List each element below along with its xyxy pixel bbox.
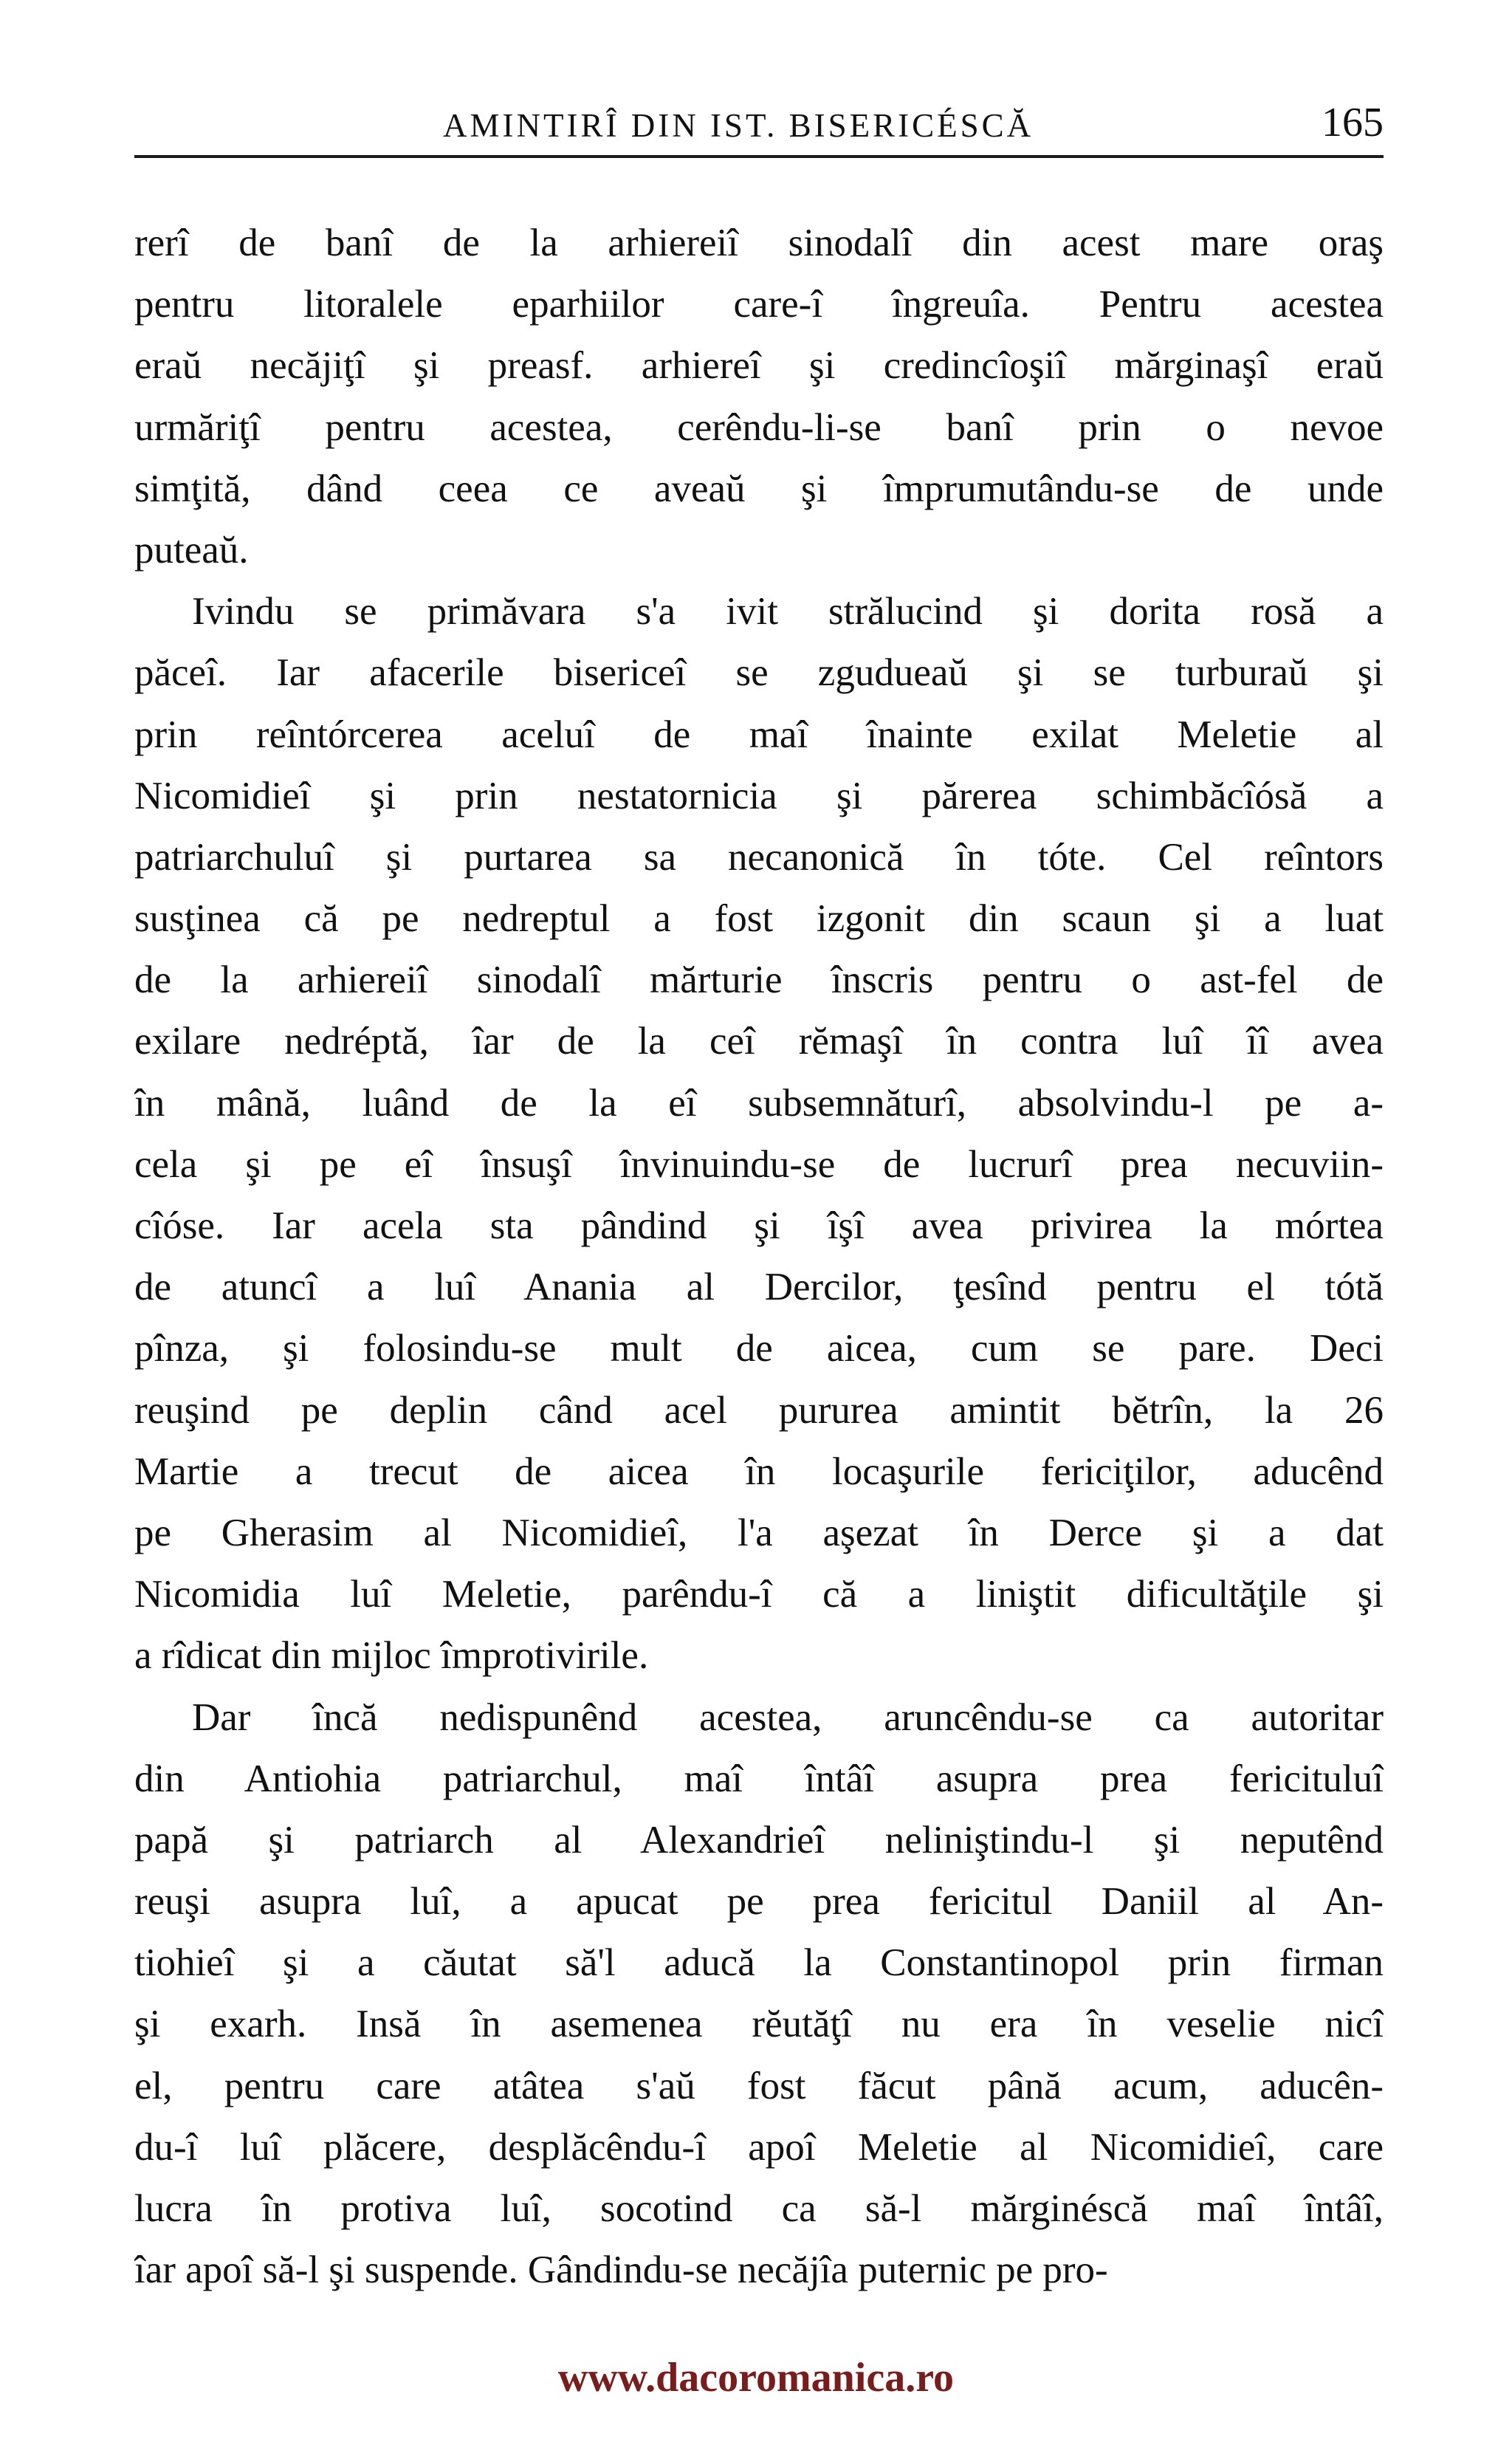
running-title: AMINTIRÎ DIN IST. BISERICÉSCĂ — [443, 107, 1034, 144]
text-line: de la arhiereiî sinodalî mărturie înscris pentru o ast-fel de — [134, 958, 1384, 1002]
text-line: reuşi asupra luî, a apucat pe prea fericitul Daniil al An- — [134, 1880, 1384, 1924]
watermark-url: www.dacoromanica.ro — [557, 2355, 955, 2401]
text-line: de atuncî a luî Anania al Dercilor, ţesînd pentru el tótă — [134, 1266, 1384, 1309]
text-line: tiohieî şi a căutat să'l aducă la Constantinopol prin firman — [134, 1941, 1384, 1985]
text-line: susţinea că pe nedreptul a fost izgonit din scaun şi a luat — [134, 897, 1384, 941]
text-line: şi exarh. Insă în asemenea rĕutăţî nu era în veselie nicî — [134, 2003, 1384, 2046]
text-line: reuşind pe deplin când acel pururea amintit bĕtrîn, la 26 — [134, 1388, 1384, 1432]
paragraph — [134, 581, 1384, 1687]
paragraph — [134, 1687, 1384, 2302]
text-line: din Antiohia patriarchul, maî întâî asupra prea fericituluî — [134, 1757, 1384, 1800]
text-line: Ivindu se primăvara s'a ivit strălucind şi dorita rosă a — [192, 590, 1384, 634]
text-line: prin reîntórcerea aceluî de maî înainte exilat Meletie al — [134, 713, 1384, 756]
page-footer — [0, 2354, 1512, 2401]
text-line: Nicomidia luî Meletie, parêndu-î că a liniştit dificultăţile şi — [134, 1573, 1384, 1616]
text-line: patriarchuluî şi purtarea sa necanonică în tóte. Cel reîntors — [134, 835, 1384, 879]
text-line: Martie a trecut de aicea în locaşurile fericiţilor, aducênd — [134, 1450, 1384, 1493]
text-line: pe Gherasim al Nicomidieî, l'a aşezat în Derce şi a dat — [134, 1511, 1384, 1554]
text-line: pentru litoralele eparhiilor care-î îngreuîa. Pentru acestea — [134, 283, 1384, 326]
text-line: du-î luî plăcere, desplăcêndu-î apoî Meletie al Nicomidieî, care — [134, 2125, 1384, 2169]
text-line: simţită, dând ceea ce aveaŭ şi împrumutându-se de unde — [134, 467, 1384, 510]
body-text — [134, 213, 1384, 2301]
text-line: cîóse. Iar acela sta pândind şi îşî avea privirea la mórtea — [134, 1204, 1384, 1247]
text-line: păceî. Iar afacerile bisericeî se zgudueaŭ şi se turburaŭ şi — [134, 651, 1384, 695]
text-line: Nicomidieî şi prin nestatornicia şi părerea schimbăcîósă a — [134, 774, 1384, 817]
text-line: rerî de banî de la arhiereiî sinodalî din acest mare oraş — [134, 222, 1384, 264]
text-line: eraŭ necăjiţî şi preasf. arhiereî şi credincîoşiî mărginaşî eraŭ — [134, 344, 1384, 388]
page-number: 165 — [1322, 100, 1384, 145]
text-line: urmăriţî pentru acestea, cerêndu-li-se banî prin o nevoe — [134, 405, 1384, 449]
text-line: a rîdicat din mijloc împrotivirile. — [134, 1634, 649, 1678]
text-line: în mână, luând de la eî subsemnăturî, absolvindu-l pe a- — [134, 1081, 1384, 1125]
text-line: puteaŭ. — [134, 528, 249, 572]
text-line: pînza, şi folosindu-se mult de aicea, cum se pare. Deci — [134, 1327, 1384, 1371]
text-line: Dar încă nedispunênd acestea, aruncêndu-se ca autoritar — [192, 1695, 1384, 1739]
text-line: îar apoî să-l şi suspende. Gândindu-se necăjîa puternic pe pro- — [134, 2248, 1108, 2292]
header-rule — [134, 155, 1384, 158]
text-line: cela şi pe eî însuşî învinuindu-se de lucrurî prea necuviin- — [134, 1142, 1384, 1186]
text-line: papă şi patriarch al Alexandrieî neliniştindu-l şi neputênd — [134, 1818, 1384, 1862]
text-line: exilare nedréptă, îar de la ceî rĕmaşî în contra luî îî avea — [134, 1020, 1384, 1063]
page-header — [134, 95, 1384, 161]
text-line: lucra în protiva luî, socotind ca să-l mărginéscă maî întâî, — [134, 2187, 1384, 2230]
paragraph — [134, 213, 1384, 581]
text-line: el, pentru care atâtea s'aŭ fost făcut până acum, aducên- — [134, 2064, 1384, 2107]
